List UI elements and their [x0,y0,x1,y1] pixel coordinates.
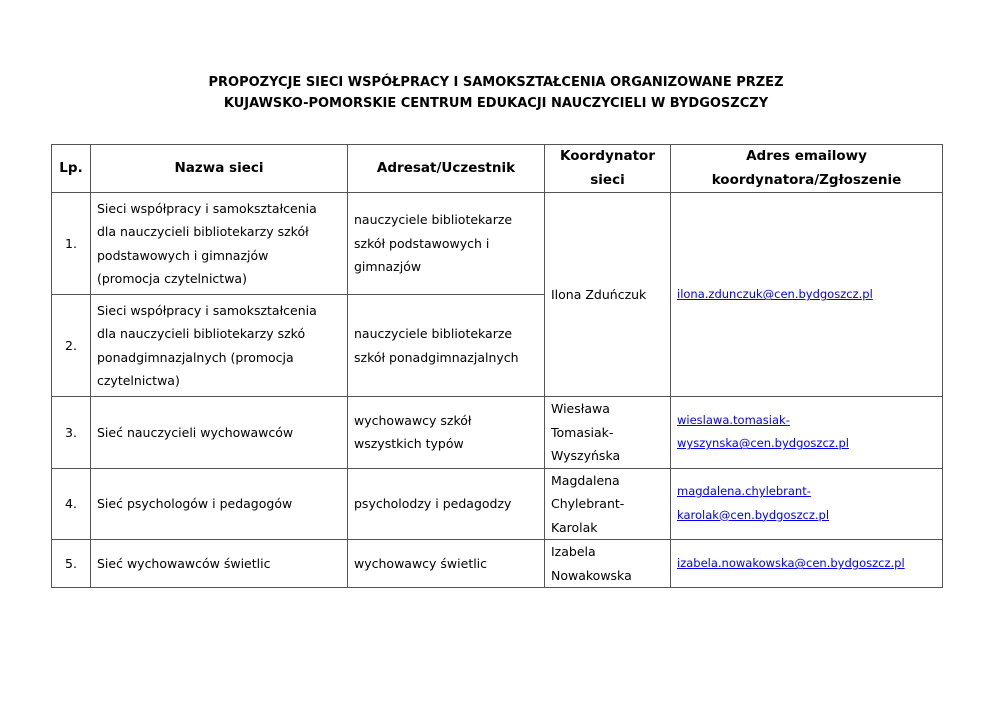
header-audience: Adresat/Uczestnik [348,145,545,193]
network-name: Sieci współpracy i samokształcenia dla nauczycieli bibliotekarzy szkó ponadgimnazjalnych (promocja czytelnictwa) [91,295,348,397]
table-header-row [52,145,943,193]
network-name: Sieci współpracy i samokształcenia dla nauczycieli bibliotekarzy szkół podstawowych i gimnazjów (promocja czytelnictwa) [91,193,348,295]
network-name: Sieć nauczycieli wychowawców [91,397,348,469]
header-lp: Lp. [52,145,91,193]
header-name: Nazwa sieci [91,145,348,193]
title-line-2: KUJAWSKO-POMORSKIE CENTRUM EDUKACJI NAUCZYCIELI W BYDGOSZCZY [223,96,769,111]
coordinator-name: Ilona Zduńczuk [545,193,671,397]
network-name: Sieć wychowawców świetlic [91,540,348,588]
row-number: 5. [52,540,91,588]
network-audience: nauczyciele bibliotekarze szkół ponadgimnazjalnych [348,295,545,397]
row-number: 3. [52,397,91,469]
coordinator-email-link[interactable]: wieslawa.tomasiak- [677,412,790,427]
coordinator-name: Izabela Nowakowska [545,540,671,588]
network-name: Sieć psychologów i pedagogów [91,468,348,540]
coordinator-name: Wiesława Tomasiak- Wyszyńska [545,397,671,469]
coordinator-email-cell [671,540,943,588]
header-email: Adres emailowy koordynatora/Zgłoszenie [671,145,943,193]
network-audience: wychowawcy świetlic [348,540,545,588]
coordinator-email-cell [671,468,943,540]
row-number: 4. [52,468,91,540]
network-audience: nauczyciele bibliotekarze szkół podstawowych i gimnazjów [348,193,545,295]
coordinator-email-cell [671,397,943,469]
coordinator-email-cell [671,193,943,397]
header-coordinator: Koordynator sieci [545,145,671,193]
title-line-1: PROPOZYCJE SIECI WSPÓŁPRACY I SAMOKSZTAŁCENIA ORGANIZOWANE PRZEZ [208,75,784,90]
network-audience: wychowawcy szkół wszystkich typów [348,397,545,469]
coordinator-email-link[interactable]: wyszynska@cen.bydgoszcz.pl [677,436,849,451]
table-row [52,397,943,469]
table-row [52,540,943,588]
table-row [52,193,943,295]
network-audience: psycholodzy i pedagodzy [348,468,545,540]
row-number: 2. [52,295,91,397]
row-number: 1. [52,193,91,295]
document-title [0,72,992,114]
coordinator-name: Magdalena Chylebrant- Karolak [545,468,671,540]
coordinator-email-link[interactable]: karolak@cen.bydgoszcz.pl [677,507,830,522]
table-row [52,468,943,540]
coordinator-email-link[interactable]: magdalena.chylebrant- [677,484,811,499]
coordinator-email-link[interactable]: ilona.zdunczuk@cen.bydgoszcz.pl [677,287,873,302]
coordinator-email-link[interactable]: izabela.nowakowska@cen.bydgoszcz.pl [677,556,905,571]
networks-table [51,144,943,588]
